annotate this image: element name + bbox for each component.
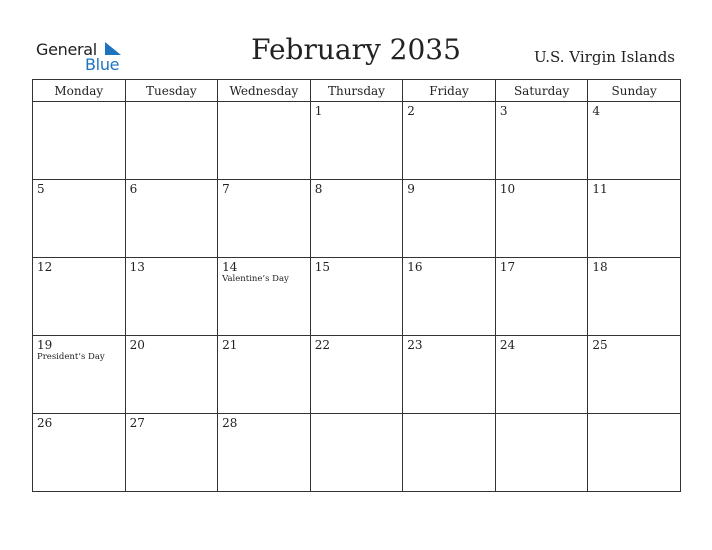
region-label: U.S. Virgin Islands [534,48,675,66]
weekday-tuesday: Tuesday [125,80,218,102]
day-cell [588,414,681,492]
day-number: 5 [37,182,45,196]
day-number: 17 [499,260,516,274]
day-number: 21 [222,338,238,352]
day-number: 7 [222,182,230,196]
day-cell [588,336,681,414]
day-cell [310,180,403,258]
day-cell [125,336,218,414]
day-number [311,414,403,416]
day-number: 28 [222,416,238,430]
day-cell [495,336,588,414]
day-number [126,102,218,104]
day-cell [33,258,126,336]
day-cell [33,414,126,492]
day-number [588,414,680,416]
day-number: 18 [592,260,608,274]
day-cell [495,258,588,336]
weekday-thursday: Thursday [310,80,403,102]
day-number: 22 [314,338,330,352]
day-number: 8 [314,182,323,196]
weekday-saturday: Saturday [495,80,588,102]
day-number: 20 [129,338,145,352]
day-cell [218,180,311,258]
day-number: 15 [314,260,330,274]
day-cell [310,258,403,336]
weekday-monday: Monday [33,80,126,102]
day-number: 10 [499,182,516,196]
day-number: 16 [407,260,423,274]
weekday-friday: Friday [403,80,496,102]
day-number: 27 [129,416,145,430]
calendar-grid [32,79,681,492]
day-number [496,414,588,416]
weekday-sunday: Sunday [588,80,681,102]
day-cell [218,102,311,180]
day-cell [33,102,126,180]
logo-general-text: General [36,40,97,59]
day-cell [218,258,311,336]
day-cell [403,414,496,492]
week-row [33,414,681,492]
day-number [218,102,310,104]
day-cell [125,414,218,492]
week-row [33,180,681,258]
day-number: 24 [499,338,516,352]
day-number: 12 [37,260,53,274]
day-cell [588,180,681,258]
day-number: 1 [314,104,323,118]
page-title: February 2035 [251,33,461,66]
day-number: 9 [407,182,415,196]
day-number [403,414,495,416]
day-cell [403,102,496,180]
day-number: 3 [499,104,508,118]
day-number: 14 [222,260,238,274]
day-cell [495,180,588,258]
day-cell [588,258,681,336]
day-cell [310,102,403,180]
day-cell [125,102,218,180]
day-number: 11 [592,182,608,196]
day-cell [218,414,311,492]
day-cell [218,336,311,414]
day-cell [403,180,496,258]
day-cell [33,336,126,414]
week-row [33,258,681,336]
day-cell [125,258,218,336]
day-number [33,102,125,104]
day-number: 2 [407,104,415,118]
day-number: 19 [37,338,53,352]
day-cell [403,258,496,336]
day-number: 25 [592,338,608,352]
day-cell [33,180,126,258]
day-cell [125,180,218,258]
day-number: 6 [129,182,138,196]
day-number: 4 [592,104,601,118]
holiday-label: Valentine’s Day [222,274,289,284]
day-cell [310,336,403,414]
week-row [33,336,681,414]
day-cell [495,102,588,180]
day-cell [495,414,588,492]
weekday-wednesday: Wednesday [218,80,311,102]
day-cell [403,336,496,414]
day-number: 13 [129,260,145,274]
day-cell [588,102,681,180]
week-row [33,102,681,180]
day-cell [310,414,403,492]
weekday-header-row [33,80,681,102]
day-number: 26 [37,416,53,430]
day-number: 23 [407,338,423,352]
logo-blue-text: Blue [85,55,120,74]
holiday-label: President’s Day [37,352,105,362]
